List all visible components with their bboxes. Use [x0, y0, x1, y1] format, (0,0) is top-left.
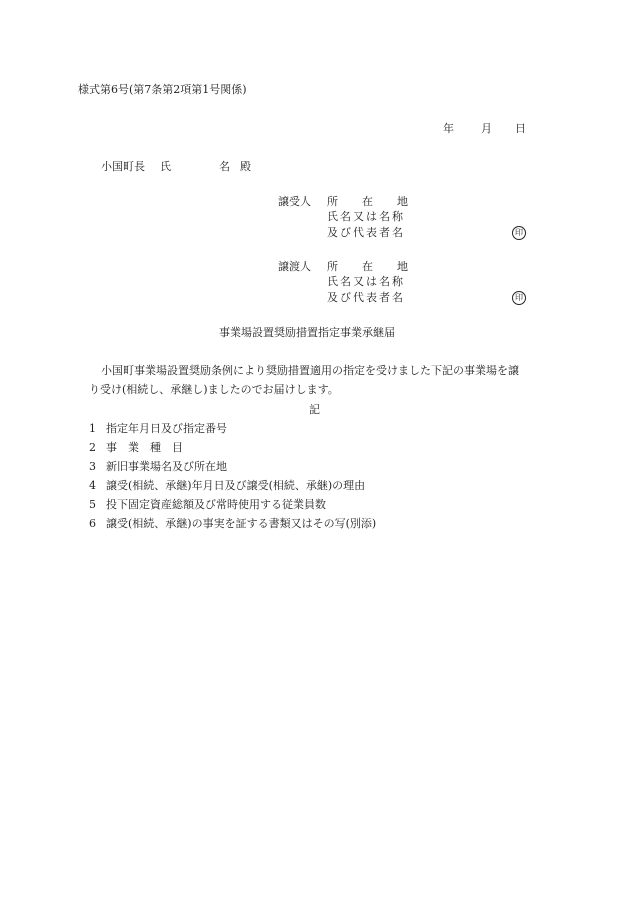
date-month: 月	[481, 122, 492, 135]
transferor-role: 譲渡人	[278, 260, 311, 273]
item-text: 投下固定資産総額及び常時使用する従業員数	[106, 498, 326, 511]
transferee-addr-2: 在	[362, 195, 373, 208]
transferee-role: 譲受人	[278, 195, 311, 208]
item-text: 譲受(相続、承継)年月日及び譲受(相続、承継)の理由	[106, 479, 366, 492]
transferee-name-line: 氏名又は名称	[327, 210, 405, 223]
addressee-town-head: 小国町長	[101, 160, 145, 173]
document-title: 事業場設置奨励措置指定事業承継届	[219, 326, 395, 339]
item-text: 新旧事業場名及び所在地	[106, 460, 227, 473]
item-text: 譲受(相続、承継)の事実を証する書類又はその写(別添)	[106, 517, 377, 530]
form-label: 様式第6号(第7条第2項第1号関係)	[78, 83, 247, 96]
item-number: 1	[89, 422, 96, 435]
transferee-addr-1: 所	[327, 195, 338, 208]
body-line-2: り受け(相続し、承継し)ましたのでお届けします。	[89, 383, 339, 396]
transferor-addr-2: 在	[362, 260, 373, 273]
addressee-honorific: 殿	[240, 160, 251, 173]
item-text: 事 業 種 目	[106, 441, 183, 454]
transferor-addr-1: 所	[327, 260, 338, 273]
item-text: 指定年月日及び指定番号	[106, 422, 227, 435]
transferee-addr-3: 地	[397, 195, 408, 208]
transferee-rep-line: 及び代表者名	[327, 226, 405, 239]
body-line-1: 小国町事業場設置奨励条例により奨励措置適用の指定を受けました下記の事業場を譲	[101, 364, 519, 377]
item-number: 5	[89, 498, 96, 511]
transferee-seal-icon: 印	[512, 226, 526, 240]
date-day: 日	[515, 122, 526, 135]
item-number: 2	[89, 441, 96, 454]
item-number: 6	[89, 517, 96, 530]
ki-heading: 記	[309, 403, 320, 416]
transferor-name-line: 氏名又は名称	[327, 275, 405, 288]
addressee-name-suffix: 名	[219, 160, 230, 173]
transferor-seal-icon: 印	[512, 291, 526, 305]
transferor-rep-line: 及び代表者名	[327, 291, 405, 304]
item-number: 3	[89, 460, 96, 473]
item-number: 4	[89, 479, 96, 492]
transferor-addr-3: 地	[397, 260, 408, 273]
addressee-name-prefix: 氏	[160, 160, 171, 173]
date-year: 年	[443, 122, 454, 135]
